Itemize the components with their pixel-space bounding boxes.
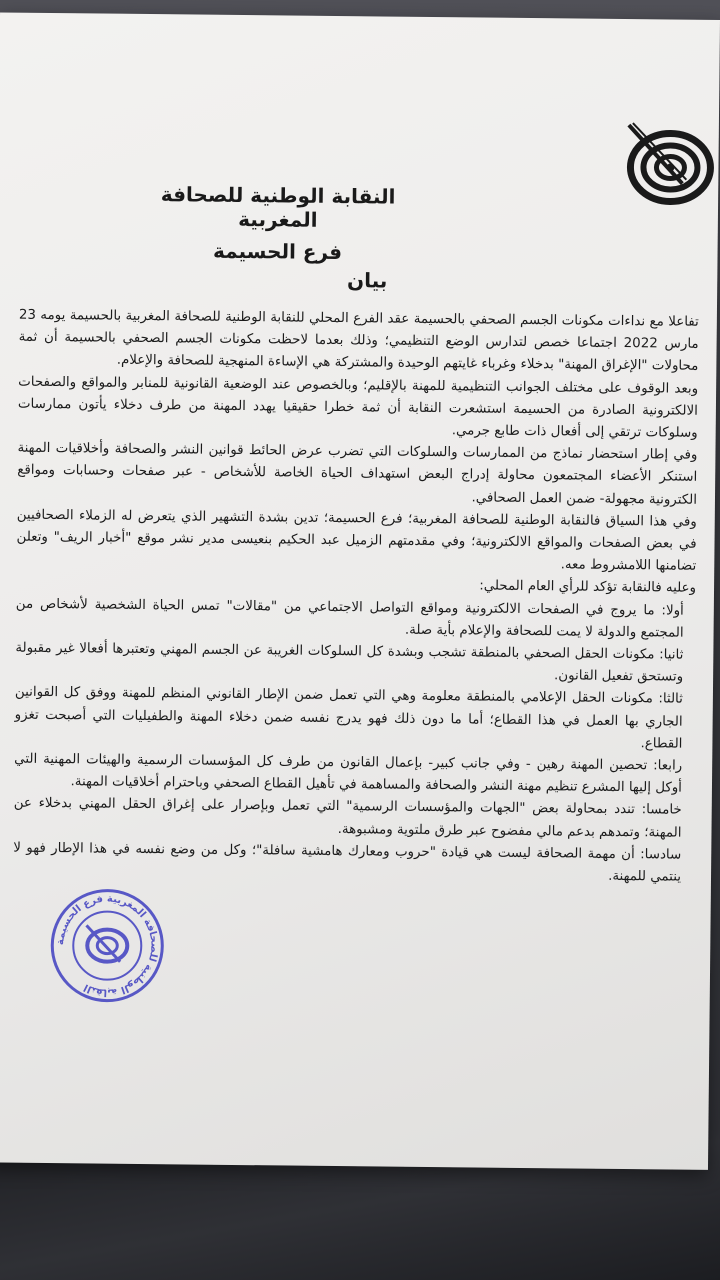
paragraph: وفي إطار استحضار نماذج من الممارسات والسلوكات التي تضرب عرض الحائط قوانين النشر والصحافة وأخلاقيات المهنة استنكر الأعضاء المجتمعون محاولة إدراج البعض استهداف الحياة الخاصة للأشخاص - عبر صفحات وحسابات ومواقع الكترونية مجهولة- ضمن العمل الصحافي. [17,440,698,508]
svg-text:النقابة الوطنية للصحافة المغرب [55,893,160,998]
paragraph: وعليه فالنقابة تؤكد للرأي العام المحلي: [479,578,697,597]
organization-branch: فرع الحسيمة [212,238,343,265]
list-item: سادسا: أن مهمة الصحافة ليست هي قيادة "حروب ومعارك هامشية سافلة"؛ وكل من وضع نفسه في هذا الإطار فهو لا ينتمي للمهنة. [13,840,682,885]
organization-name: النقابة الوطنية للصحافة المغربية [160,182,396,232]
list-item: رابعا: تحصين المهنة رهين - وفي جانب كبير- بإعمال القانون من طرف كل المؤسسات الرسمية والهيئات المهنية التي أوكل إليها المشرع تنظيم مهنة النشر والصحافة والمساهمة في تأهيل القطاع الصحفي وباحترام أخلاقيات المهنة. [14,751,683,796]
organization-header [127,182,428,265]
paragraph: تفاعلا مع نداءات مكونات الجسم الصحفي بالحسيمة عقد الفرع المحلي للنقابة الوطنية للصحافة المغربية بالحسيمة يومه 23 مارس 2022 اجتماعا خصص لتدارس الوضع التنظيمي؛ وذلك بعدما لاحظت مكونات الجسم الصحفي بالحسيمة أن ثمة محاولات "الإغراق المهنة" بدخلاء وغرباء غايتهم الوحيدة والمشتركة هي الإساءة المنهجية للصحافة والإعلام. [18,307,699,375]
document-page [0,12,720,1169]
paragraph: وفي هذا السياق فالنقابة الوطنية للصحافة المغربية؛ فرع الحسيمة؛ تدين بشدة التشهير الذي يتعرض له الزملاء الصحافيين في بعض الصفحات والمواقع الالكترونية؛ وفي مقدمتهم الزميل عبد الحكيم بنعيسى مدير نشر موقع "أخبار الريف" وتعلن تضامنها اللامشروط معه. [16,507,697,575]
union-logo-icon [618,119,715,210]
document-title: بيان [346,268,388,293]
paragraph: وبعد الوقوف على مختلف الجوانب التنظيمية للمهنة بالإقليم؛ وبالخصوص عند الوضعية القانونية للمنابر والمواقع والصفحات الالكترونية الصادرة من الحسيمة استشعرت النقابة أن ثمة خطرا حقيقيا يهدد المهنة من طرف دخلاء يأتون ممارسات وسلوكات ترتقي إلى أفعال ذات طابع جرمي. [17,374,699,441]
list-item: خامسا: تندد بمحاولة بعض "الجهات والمؤسسات الرسمية" التي تعمل وبإصرار على إغراق الحقل المهني بدخلاء عن المهنة؛ وتمدهم بدعم مالي مفضوح عبر طرق ملتوية ومشبوهة. [13,796,682,841]
union-stamp [48,885,167,1006]
document-body [13,305,699,889]
list-item: ثالثا: مكونات الحقل الإعلامي بالمنطقة معلومة وهي التي تعمل ضمن الإطار القانوني المنظم للمهنة ووفق كل القوانين الجاري بها العمل في هذا القطاع؛ أما ما دون ذلك فهو يدرج نفسه ضمن دخلاء المهنة والطفيليات التي أصبحت تغزو القطاع. [14,685,683,752]
list-item: أولا: ما يروج في الصفحات الالكترونية ومواقع التواصل الاجتماعي من "مقالات" تمس الحياة الشخصية لأشخاص من المجتمع والدولة لا يمت للصحافة والإعلام بأية صلة. [15,596,684,641]
list-item: ثانيا: مكونات الحقل الصحفي بالمنطقة تشجب وبشدة كل السلوكات الغريبة عن الجسم المهني وتعتبرها أفعالا غير مقبولة وتستحق تفعيل القانون. [15,640,684,685]
stamp-text: النقابة الوطنية للصحافة المغربية فرع الحسيمة [55,893,160,998]
